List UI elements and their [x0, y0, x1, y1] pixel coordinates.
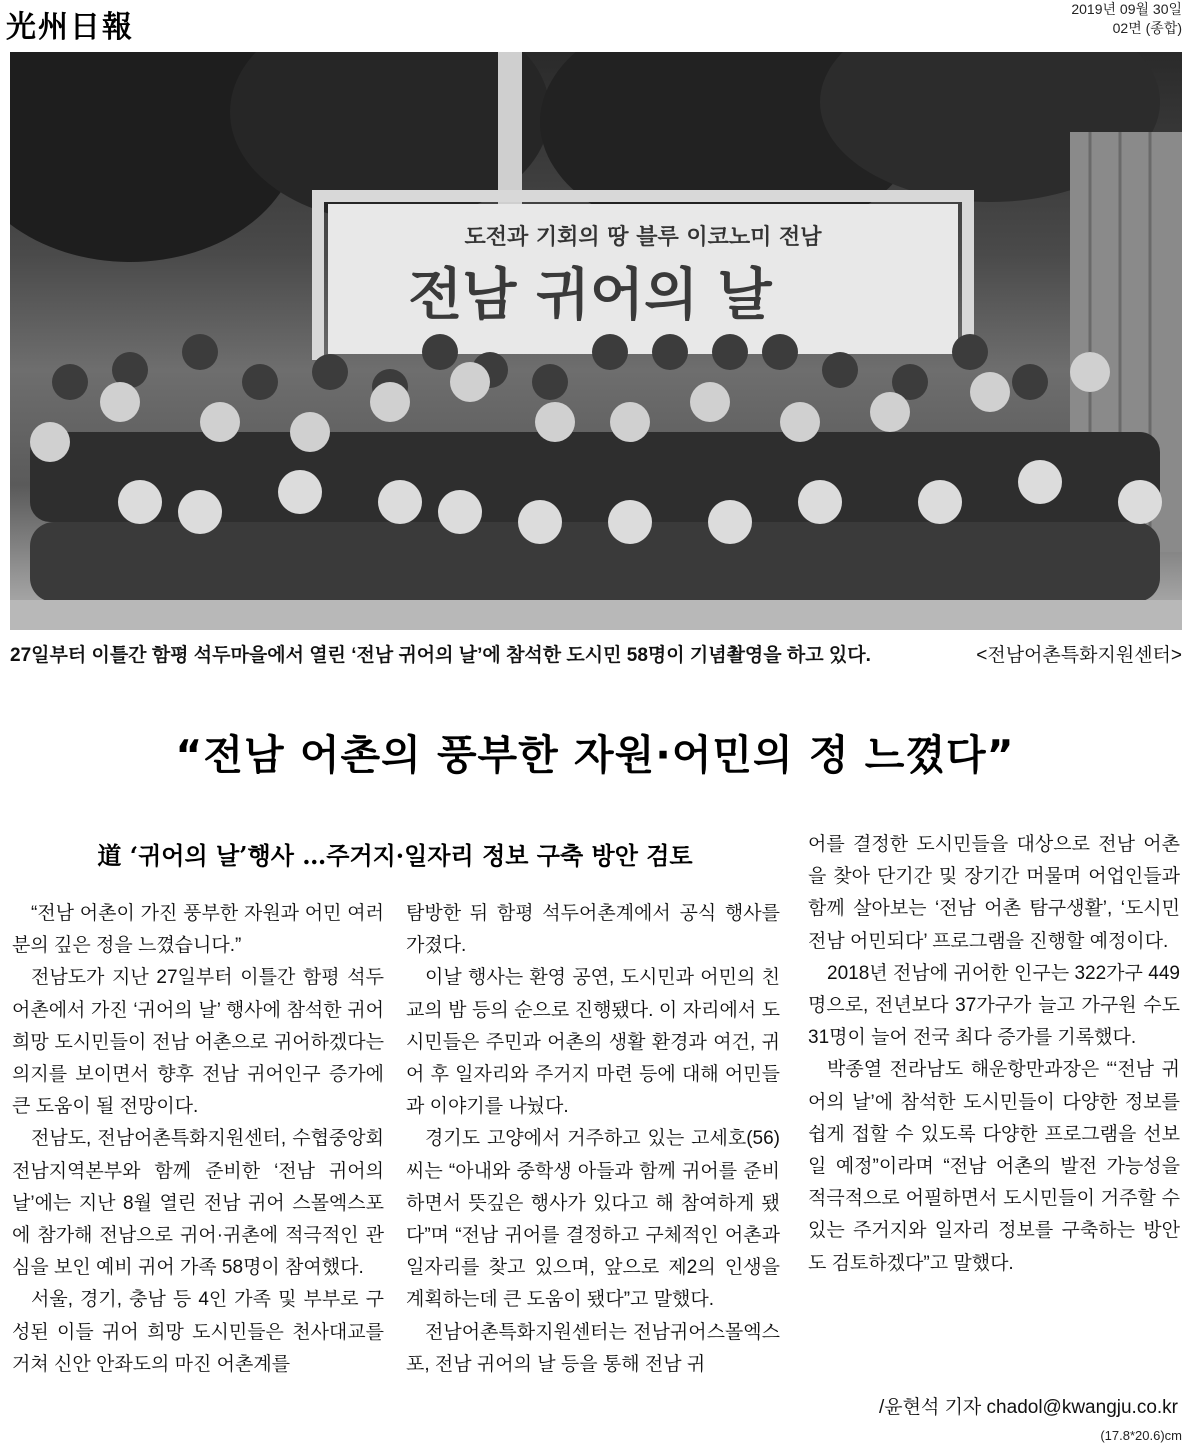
article-column-2 — [406, 898, 780, 1381]
dateline — [1071, 0, 1182, 38]
article-subhead: 道 ‘귀어의 날’행사 …주거지·일자리 정보 구축 방안 검토 — [97, 841, 693, 870]
paragraph: 전남어촌특화지원센터는 전남귀어스몰엑스포, 전남 귀어의 날 등을 통해 전남 귀 — [406, 1321, 780, 1375]
banner-title: 전남 귀어의 날 — [408, 263, 772, 328]
article-headline: “전남 어촌의 풍부한 자원·어민의 정 느꼈다” — [175, 731, 1015, 779]
article-column-1 — [12, 898, 384, 1381]
banner-slogan: 도전과 기회의 땅 블루 이코노미 전남 — [464, 225, 822, 250]
paragraph: “전남 어촌이 가진 풍부한 자원과 어민 여러분의 깊은 정을 느꼈습니다.” — [12, 903, 384, 957]
paragraph: 전남도, 전남어촌특화지원센터, 수협중앙회전남지역본부와 함께 준비한 ‘전남 귀어의 날’에는 지난 8월 열린 전남 귀어 스몰엑스포에 참가해 전남으로 귀어·귀촌에 적극적인 관심을 보인 예비 귀어 가족 58명이 참여했다. — [12, 1128, 384, 1279]
paragraph: 어를 결정한 도시민들을 대상으로 전남 어촌을 찾아 단기간 및 장기간 머물며 어업인들과 함께 살아보는 ‘전남 어촌 탐구생활’, ‘도시민 전남 어민되다’ 프로그램을 진행할 예정이다. — [808, 834, 1180, 952]
group-photo-illustration — [10, 52, 1182, 630]
photo-credit: <전남어촌특화지원센터> — [976, 645, 1182, 666]
issue-date: 2019년 09월 30일 — [1071, 1, 1182, 17]
paragraph: 탐방한 뒤 함평 석두어촌계에서 공식 행사를 가졌다. — [406, 903, 780, 957]
caption-text: 27일부터 이틀간 함평 석두마을에서 열린 ‘전남 귀어의 날’에 참석한 도시민 58명이 기념촬영을 하고 있다. — [10, 645, 871, 666]
paragraph: 2018년 전남에 귀어한 인구는 322가구 449명으로, 전년보다 37가구가 늘고 가구원 수도 31명이 늘어 전국 최다 증가를 기록했다. — [808, 962, 1180, 1049]
reporter-byline: /윤현석 기자 chadol@kwangju.co.kr — [878, 1397, 1178, 1418]
clipping-size: (17.8*20.6)cm — [1100, 1428, 1182, 1443]
paragraph: 박종열 전라남도 해운항만과장은 “‘전남 귀어의 날’에 참석한 도시민들이 다양한 정보를 쉽게 접할 수 있도록 다양한 프로그램을 선보일 예정”이라며 “전남 어촌의 발전 가능성을 적극적으로 어필하면서 도시민들이 거주할 수 있는 주거지와 일자리 정보를 구축하는 방안도 검토하겠다”고 말했다. — [808, 1059, 1180, 1274]
paragraph: 이날 행사는 환영 공연, 도시민과 어민의 친교의 밤 등의 순으로 진행됐다. 이 자리에서 도시민들은 주민과 어촌의 생활 환경과 여건, 귀어 후 일자리와 주거지 마련 등에 대해 어민들과 이야기를 나눴다. — [406, 967, 780, 1118]
paragraph: 전남도가 지난 27일부터 이틀간 함평 석두어촌에서 가진 ‘귀어의 날’ 행사에 참석한 귀어 희망 도시민들이 전남 어촌으로 귀어하겠다는 의지를 보이면서 향후 전남 귀어인구 증가에 큰 도움이 될 전망이다. — [12, 967, 384, 1118]
newspaper-masthead: 光州日報 — [6, 10, 134, 45]
article-column-3 — [808, 829, 1180, 1280]
group-photo — [10, 52, 1182, 630]
page-section: 02면 (종합) — [1112, 20, 1182, 36]
paragraph: 서울, 경기, 충남 등 4인 가족 및 부부로 구성된 이들 귀어 희망 도시민들은 천사대교를 거쳐 신안 안좌도의 마진 어촌계를 — [12, 1289, 384, 1375]
paragraph: 경기도 고양에서 거주하고 있는 고세호(56)씨는 “아내와 중학생 아들과 함께 귀어를 준비하면서 뜻깊은 행사가 있다고 해 참여하게 됐다”며 “전남 귀어를 결정하고 구체적인 어촌과 일자리를 찾고 있으며, 앞으로 제2의 인생을 계획하는데 큰 도움이 됐다”고 말했다. — [406, 1128, 780, 1311]
